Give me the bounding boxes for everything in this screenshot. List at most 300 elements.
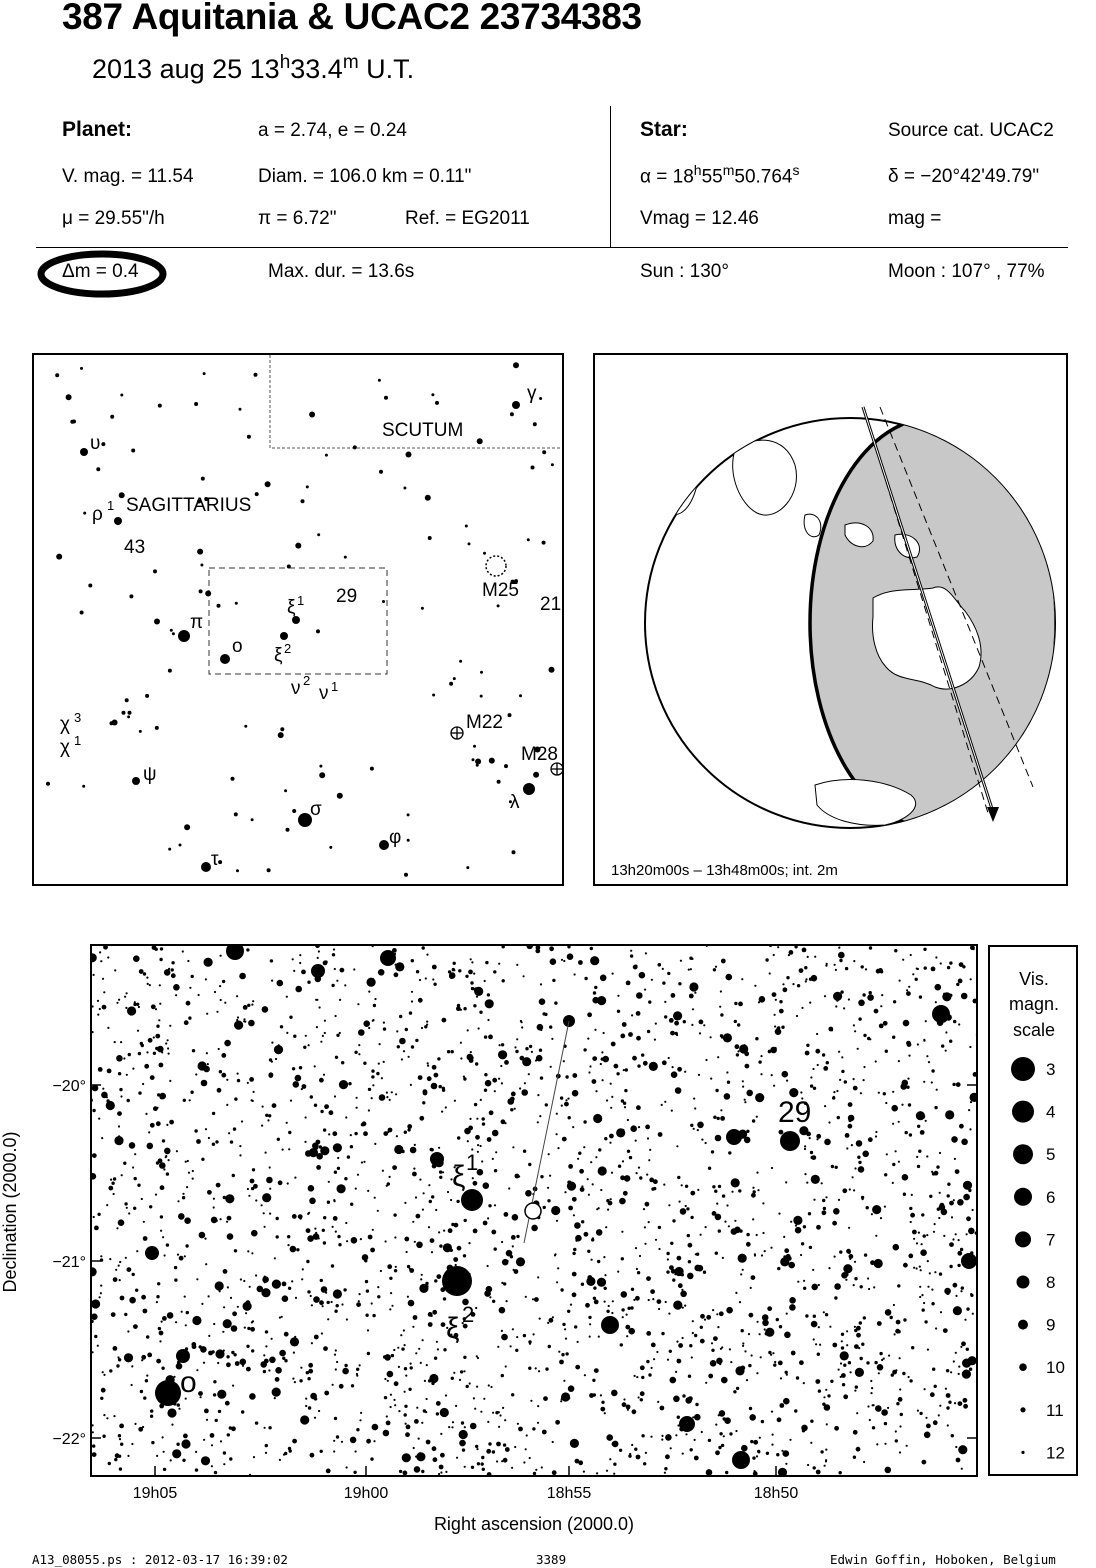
field-star (372, 1229, 374, 1231)
field-star (635, 1247, 637, 1249)
field-star (502, 979, 505, 982)
field-star (236, 1019, 238, 1021)
field-star (833, 1208, 840, 1215)
field-star (432, 1446, 437, 1451)
planet-heading: Planet: (62, 118, 133, 141)
field-star (450, 1199, 452, 1201)
field-star (323, 1346, 328, 1351)
field-star (957, 1199, 964, 1206)
field-star (383, 1061, 385, 1063)
field-star (959, 1124, 964, 1129)
field-star (935, 1327, 937, 1329)
field-star (689, 994, 694, 999)
field-star (529, 1045, 532, 1048)
field-star (133, 955, 140, 962)
field-star (192, 1170, 194, 1172)
field-star (305, 1150, 312, 1157)
field-star (337, 1167, 340, 1170)
field-star (165, 1042, 167, 1044)
field-star (251, 1252, 253, 1254)
field-star (301, 1088, 303, 1090)
field-star (167, 1047, 169, 1049)
field-star (556, 1281, 558, 1283)
field-star (881, 1359, 883, 1361)
field-star (367, 1352, 370, 1355)
field-star (681, 1273, 684, 1276)
field-star (963, 1194, 970, 1201)
field-star (854, 1326, 856, 1328)
finder-star (278, 732, 284, 738)
field-star (424, 1380, 426, 1382)
field-star (596, 1472, 598, 1474)
field-star (294, 1177, 296, 1179)
field-star (363, 1131, 368, 1136)
field-star (141, 1295, 146, 1300)
field-star (257, 1286, 264, 1293)
field-star (548, 1153, 550, 1155)
field-star (894, 1333, 896, 1335)
field-star (750, 1440, 753, 1443)
field-star (419, 979, 421, 981)
field-star (333, 948, 335, 950)
field-star (102, 1435, 105, 1438)
field-star (886, 1153, 888, 1155)
field-star (610, 1083, 612, 1085)
field-star (247, 1188, 249, 1190)
field-star (88, 953, 97, 962)
field-star (97, 1014, 99, 1016)
finder-star (287, 565, 291, 569)
field-star (822, 1053, 825, 1056)
field-star (241, 1410, 244, 1413)
field-star (661, 1439, 663, 1441)
field-star (770, 1247, 772, 1249)
finder-star (542, 450, 546, 454)
field-star (346, 1318, 348, 1320)
field-star (230, 1140, 233, 1143)
field-star (688, 1243, 693, 1248)
finder-star (80, 448, 88, 456)
field-star (389, 1176, 391, 1178)
field-star (203, 1066, 210, 1073)
field-star (596, 1208, 598, 1210)
field-star (367, 978, 376, 987)
label-upsilon: υ (90, 433, 101, 454)
field-star (721, 1377, 728, 1384)
field-star (639, 1176, 642, 1179)
field-star (441, 1322, 446, 1327)
field-star (201, 1303, 203, 1305)
field-star (532, 1427, 535, 1430)
field-star (931, 1081, 933, 1083)
field-star (726, 1071, 728, 1073)
field-star (422, 1101, 425, 1104)
field-star (484, 1035, 487, 1038)
field-star (156, 1455, 158, 1457)
field-star (779, 1403, 784, 1408)
field-star (397, 1045, 400, 1048)
field-star (416, 1407, 418, 1409)
field-star (523, 1334, 526, 1337)
planet-diameter: Diam. = 106.0 km = 0.11" (258, 166, 472, 187)
field-star (843, 1007, 845, 1009)
field-star (231, 1325, 238, 1332)
field-star (736, 1053, 739, 1056)
field-star (108, 1186, 113, 1191)
field-star (134, 1153, 136, 1155)
field-star (164, 1254, 166, 1256)
field-star (485, 961, 488, 964)
field-star (421, 1422, 423, 1424)
field-star (805, 978, 807, 980)
field-star (547, 1199, 550, 1202)
field-star (636, 1172, 638, 1174)
field-star (240, 1278, 242, 1280)
field-star (448, 1228, 453, 1233)
field-star (575, 1235, 582, 1242)
field-star (126, 1267, 131, 1272)
field-star (355, 1188, 357, 1190)
field-star (658, 1308, 660, 1310)
field-star (770, 1047, 777, 1054)
field-star (510, 1345, 512, 1347)
field-star (887, 1468, 890, 1471)
field-star (539, 1115, 541, 1117)
field-star (515, 1174, 520, 1179)
finder-star (170, 629, 173, 632)
finder-star (472, 758, 475, 761)
field-star (603, 1256, 605, 1258)
field-star (284, 1452, 287, 1455)
field-star (858, 1161, 861, 1164)
field-star (534, 1297, 539, 1302)
field-star (182, 950, 184, 952)
field-star (510, 1097, 515, 1102)
field-star (684, 1305, 686, 1307)
field-star (218, 1410, 221, 1413)
field-star (530, 1400, 532, 1402)
label-xi2-sup: 2 (284, 641, 292, 656)
field-star (651, 979, 653, 981)
field-star (628, 1032, 633, 1037)
field-star (442, 1089, 445, 1092)
field-star (854, 1167, 856, 1169)
field-star (163, 1468, 166, 1471)
field-star (917, 1043, 919, 1045)
field-star (666, 1252, 669, 1255)
field-star (878, 1092, 880, 1094)
field-star (463, 1007, 466, 1010)
field-star (930, 1392, 935, 1397)
legend-dot (1021, 1451, 1024, 1454)
field-star (255, 1421, 258, 1424)
field-star (177, 1403, 180, 1406)
field-star (268, 1369, 270, 1371)
finder-star (70, 420, 74, 424)
field-star (913, 1267, 915, 1269)
field-star (429, 1374, 438, 1383)
field-star (945, 1050, 947, 1052)
field-star (908, 1055, 910, 1057)
field-star (177, 1254, 179, 1256)
field-star (669, 1350, 672, 1353)
finder-star (120, 394, 123, 397)
field-star (456, 1200, 459, 1203)
field-star (587, 1012, 592, 1017)
field-star (755, 1037, 758, 1040)
field-star (419, 1116, 424, 1121)
field-star (107, 1027, 109, 1029)
field-star (624, 1106, 626, 1108)
finder-star (218, 860, 222, 864)
legend-title-1: Vis. (1019, 969, 1049, 989)
field-star (175, 994, 177, 996)
field-star (501, 1334, 508, 1341)
field-star (125, 1257, 127, 1259)
field-star (182, 1193, 184, 1195)
field-star (668, 1204, 670, 1206)
field-star (339, 1032, 341, 1034)
field-star (278, 1180, 283, 1185)
field-star (560, 1288, 563, 1291)
field-star (443, 1230, 445, 1232)
field-star (357, 1003, 359, 1005)
field-star (720, 1116, 725, 1121)
field-star (949, 994, 952, 997)
field-star (733, 1390, 736, 1393)
field-star (474, 1408, 476, 1410)
field-star (322, 1305, 324, 1307)
field-star (307, 1213, 309, 1215)
field-star (97, 1000, 99, 1002)
label-43: 43 (124, 537, 146, 558)
field-star (927, 1349, 929, 1351)
field-star (339, 1384, 344, 1389)
field-star (604, 1301, 606, 1303)
field-star (799, 1360, 804, 1365)
field-star (295, 1075, 302, 1082)
field-star (539, 1318, 541, 1320)
field-star (791, 1351, 796, 1356)
field-star (414, 1241, 416, 1243)
field-star (269, 1188, 271, 1190)
field-star (627, 1150, 630, 1153)
field-star (908, 1103, 911, 1106)
field-star (593, 991, 596, 994)
field-star (219, 1070, 222, 1073)
field-star (938, 1217, 940, 1219)
field-star (946, 1406, 949, 1409)
field-star (655, 1239, 657, 1241)
field-star (329, 1110, 334, 1115)
field-star (700, 1326, 703, 1329)
label-xi2: ξ (274, 645, 283, 666)
field-star (562, 1323, 565, 1326)
field-star (749, 1313, 754, 1318)
field-star (359, 1364, 361, 1366)
field-star (600, 1394, 602, 1396)
label-gamma: γ (527, 383, 537, 404)
field-star (498, 1411, 500, 1413)
field-star (226, 1104, 228, 1106)
field-star (401, 1058, 403, 1060)
field-star (937, 1208, 940, 1211)
field-star (395, 1093, 397, 1095)
field-star (250, 1179, 255, 1184)
field-star (335, 1368, 337, 1370)
field-star (861, 1343, 864, 1346)
field-star (846, 1330, 848, 1332)
field-star (99, 1008, 101, 1010)
finder-star (154, 619, 160, 625)
field-star (332, 1384, 334, 1386)
field-star (345, 1116, 347, 1118)
field-star (580, 1187, 585, 1192)
field-star (824, 1406, 826, 1408)
field-star (559, 1360, 564, 1365)
field-star (768, 1351, 771, 1354)
field-star (339, 1080, 348, 1089)
field-star (460, 1009, 462, 1011)
field-star (492, 1450, 495, 1453)
field-star (671, 1071, 678, 1078)
field-star (300, 1415, 309, 1424)
field-star (361, 1033, 363, 1035)
field-star (823, 1311, 825, 1313)
field-star (481, 1160, 483, 1162)
field-star (804, 1173, 806, 1175)
field-star (430, 1148, 433, 1151)
field-star (358, 1300, 360, 1302)
field-star (100, 1292, 102, 1294)
field-star (920, 1269, 922, 1271)
field-star (665, 1301, 667, 1303)
field-star (550, 1066, 552, 1068)
field-star (463, 1077, 466, 1080)
field-star (247, 1327, 250, 1330)
field-star (269, 1213, 271, 1215)
field-star (501, 1330, 503, 1332)
field-star (804, 1148, 806, 1150)
field-star (248, 1020, 255, 1027)
field-star (682, 1453, 684, 1455)
finder-star (527, 538, 530, 541)
field-star (427, 1065, 429, 1067)
field-star (581, 1283, 584, 1286)
field-star (940, 962, 942, 964)
field-star (614, 1064, 619, 1069)
field-star (244, 1021, 246, 1023)
field-star (464, 1219, 467, 1222)
field-star (897, 1330, 900, 1333)
field-star (269, 1072, 274, 1077)
finder-star (110, 415, 114, 419)
field-star (134, 1423, 136, 1425)
field-star (959, 962, 964, 967)
field-star (662, 1060, 667, 1065)
field-star (188, 1016, 191, 1019)
field-star (639, 972, 646, 979)
field-star (409, 1011, 412, 1014)
label-lambda: λ (510, 792, 520, 813)
field-star (484, 980, 486, 982)
field-star (135, 1289, 138, 1292)
field-star (265, 1330, 268, 1333)
field-star (334, 968, 336, 970)
field-star (575, 1365, 580, 1370)
field-star (451, 1426, 453, 1428)
field-star (223, 1269, 228, 1274)
field-star (260, 1361, 267, 1368)
field-star (588, 1071, 590, 1073)
field-star (842, 1188, 847, 1193)
label-psi: ψ (143, 764, 157, 785)
field-star (533, 1333, 535, 1335)
footer-file: A13_08055.ps : 2012-03-17 16:39:02 (32, 1552, 288, 1567)
field-star (572, 1197, 577, 1202)
field-star (600, 1189, 602, 1191)
field-star (636, 992, 643, 999)
field-star (252, 1100, 254, 1102)
field-star (335, 1349, 337, 1351)
label-nu2: ν (291, 678, 301, 699)
field-star (626, 1335, 628, 1337)
field-star (318, 1410, 320, 1412)
field-star (138, 1006, 140, 1008)
star-xi2 (442, 1266, 472, 1296)
planet-orbit: a = 2.74, e = 0.24 (258, 120, 407, 141)
field-star (269, 1357, 276, 1364)
field-star (590, 1161, 592, 1163)
field-star (636, 1011, 641, 1016)
field-star (299, 954, 301, 956)
field-star (92, 1444, 95, 1447)
field-star (489, 1296, 491, 1298)
field-star (816, 1225, 821, 1230)
field-star (200, 1346, 207, 1353)
ytick-21: −21° (52, 1254, 86, 1271)
field-star (952, 1238, 954, 1240)
field-star (646, 1331, 651, 1336)
field-star (487, 1421, 489, 1423)
field-star (141, 1198, 143, 1200)
field-star (160, 1185, 165, 1190)
field-star (869, 1419, 871, 1421)
field-star (145, 1113, 147, 1115)
field-star (834, 1296, 837, 1299)
finder-star (533, 422, 537, 426)
field-star (668, 1313, 670, 1315)
field-star (354, 1132, 357, 1135)
field-star (432, 1065, 437, 1070)
field-star (436, 1412, 439, 1415)
field-star (537, 1276, 539, 1278)
field-star (871, 1387, 873, 1389)
field-star (804, 1145, 806, 1147)
field-star (613, 1463, 616, 1466)
field-star (643, 1208, 645, 1210)
field-star (102, 978, 104, 980)
legend-mag-label: 4 (1046, 1102, 1056, 1122)
finder-star (432, 694, 435, 697)
field-star (331, 1301, 333, 1303)
field-star (103, 1414, 105, 1416)
field-star (821, 1182, 823, 1184)
field-star (386, 1092, 388, 1094)
field-star (689, 1344, 692, 1347)
field-star (335, 1015, 337, 1017)
field-star (779, 1130, 784, 1135)
